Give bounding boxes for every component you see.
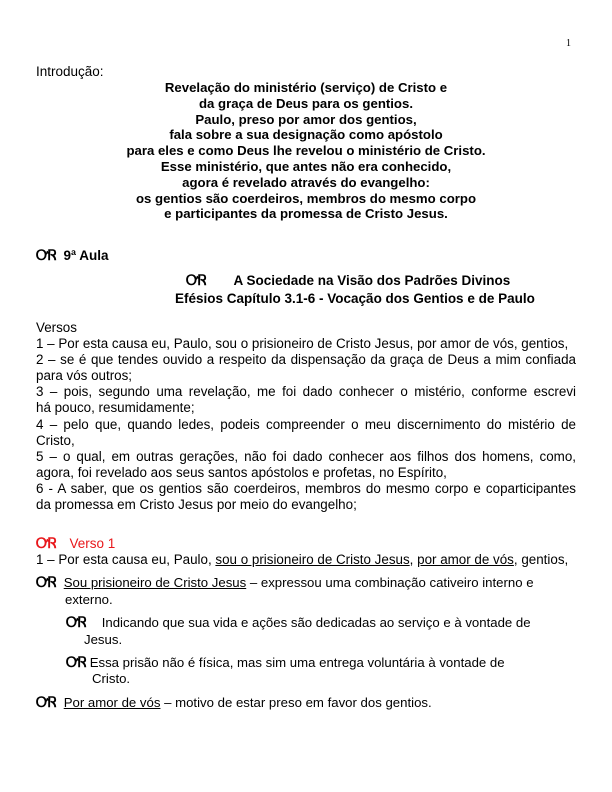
ornament-bullet-icon: ᏅᏒ — [36, 575, 54, 591]
verse-line: 2 – se é que tendes ouvido a respeito da dispensação da graça de Deus a mim confiada — [36, 352, 576, 368]
verse-line: da promessa em Cristo Jesus por meio do evangelho; — [36, 497, 357, 513]
verse1-heading-text: Verso 1 — [69, 536, 116, 551]
bullet-text-continued: externo. — [65, 591, 113, 607]
commentary-bullet — [36, 695, 432, 711]
lesson-heading — [36, 248, 108, 264]
verse-line: 1 – Por esta causa eu, Paulo, sou o prisioneiro de Cristo Jesus, por amor de vós, gentios, — [36, 336, 569, 352]
ornament-bullet-icon: ᏅᏒ — [66, 655, 84, 671]
intro-line: Revelação do ministério (serviço) de Cristo e — [164, 80, 448, 95]
commentary-subbullet — [66, 615, 576, 648]
ornament-bullet-icon: ᏅᏒ — [186, 273, 204, 289]
ornament-bullet-icon: ᏅᏒ — [36, 248, 54, 264]
verses-heading: Versos — [36, 320, 77, 335]
verse-line: para vós outros; — [36, 368, 133, 384]
bullet-text: – motivo de estar preso em favor dos gentios. — [160, 695, 432, 710]
verse-line: Cristo, — [36, 432, 75, 448]
verse1-separator: , — [409, 552, 418, 567]
lesson-label: 9ª Aula — [63, 248, 109, 263]
verse-line: 6 - A saber, que os gentios são coerdeiros, membros do mesmo corpo e coparticipantes — [36, 480, 576, 496]
lesson-title — [186, 273, 510, 289]
bullet-text: – expressou uma combinação cativeiro interno e — [246, 575, 534, 590]
ornament-bullet-icon: ᏅᏒ — [66, 615, 84, 631]
bullet-term: Sou prisioneiro de Cristo Jesus — [63, 575, 247, 590]
verse1-text — [36, 552, 568, 567]
intro-line: Esse ministério, que antes não era conhecido, — [160, 158, 452, 174]
lesson-title-text: A Sociedade na Visão dos Padrões Divinos — [233, 273, 511, 288]
verse1-suffix: , gentios, — [513, 552, 569, 567]
lesson-subtitle: Efésios Capítulo 3.1-6 - Vocação dos Gentios e de Paulo — [175, 291, 535, 306]
intro-line: agora é revelado através do evangelho: — [182, 174, 430, 190]
verse1-prefix: 1 – Por esta causa eu, Paulo, — [36, 552, 216, 567]
commentary-bullet — [36, 575, 576, 608]
bullet-term: Por amor de vós — [63, 695, 161, 710]
intro-line: fala sobre a sua designação como apóstolo — [169, 127, 443, 143]
intro-summary — [0, 80, 612, 222]
bullet-text: Indicando que sua vida e ações são dedicadas ao serviço e à vontade de — [101, 615, 531, 630]
verse1-phrase-prisoner: sou o prisioneiro de Cristo Jesus — [215, 552, 410, 567]
verse-line: 4 – pelo que, quando ledes, podeis compreender o meu discernimento do mistério de — [36, 416, 576, 432]
bullet-text-continued: Cristo. — [92, 671, 131, 686]
verse-line: 5 – o qual, em outras gerações, não foi dado conhecer aos filhos dos homens, como, — [36, 448, 576, 464]
intro-line: os gentios são coerdeiros, membros do mesmo corpo — [135, 190, 477, 206]
commentary-subbullet — [66, 655, 576, 687]
intro-line: para eles e como Deus lhe revelou o ministério de Cristo. — [126, 143, 486, 159]
verse-line: agora, foi revelado aos seus santos apóstolos e profetas, no Espírito, — [36, 464, 447, 480]
verse-line: 3 – pois, segundo uma revelação, me foi dado conhecer o mistério, conforme escrevi — [36, 384, 576, 400]
intro-label: Introdução: — [36, 64, 104, 79]
bullet-text-continued: Jesus. — [84, 631, 123, 647]
intro-line: Paulo, preso por amor dos gentios, — [195, 111, 417, 127]
verse-line: há pouco, resumidamente; — [36, 400, 195, 416]
intro-line: e participantes da promessa de Cristo Jesus. — [164, 206, 448, 222]
verse1-phrase-love: por amor de vós — [417, 552, 514, 567]
verse1-heading — [36, 536, 115, 552]
page-number: 1 — [566, 38, 571, 49]
intro-line: da graça de Deus para os gentios. — [198, 95, 413, 111]
verses-section — [36, 320, 576, 513]
ornament-bullet-icon: ᏅᏒ — [36, 695, 54, 711]
bullet-text: Essa prisão não é física, mas sim uma entrega voluntária à vontade de — [89, 655, 505, 670]
ornament-bullet-icon: ᏅᏒ — [36, 536, 54, 552]
